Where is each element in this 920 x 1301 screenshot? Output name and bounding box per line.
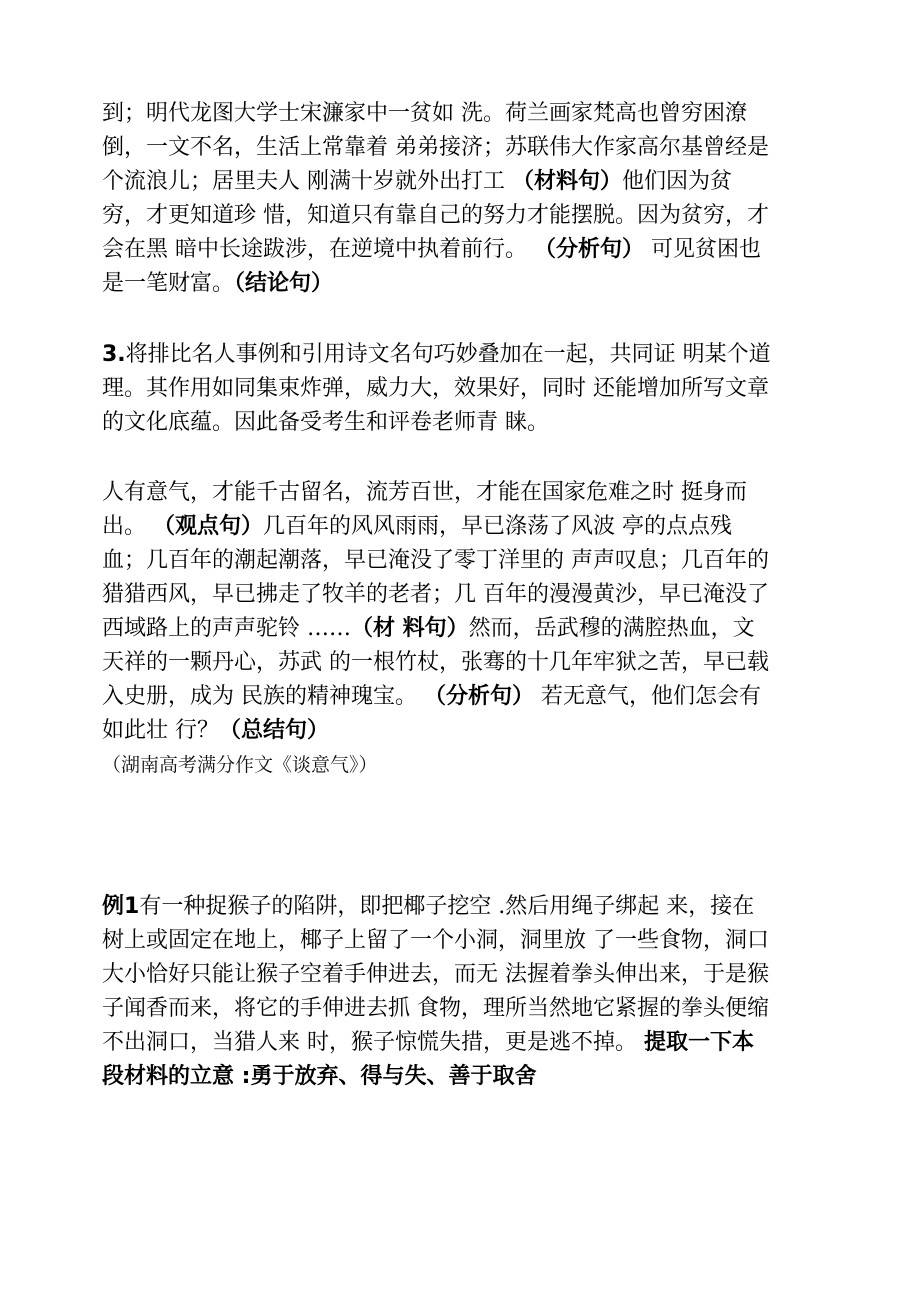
- text-run: 血；几百年的潮起潮落，早已淹没了零丁洋里的 声声叹息；几百年的: [102, 548, 769, 573]
- text-line: [102, 612, 842, 646]
- text-line: [102, 958, 842, 992]
- text-line: [102, 406, 842, 440]
- text-run: 入史册，成为 民族的精神瑰宝。: [102, 684, 424, 709]
- text-run: 是一笔财富。: [102, 271, 235, 296]
- text-run: 理。其作用如同集束炸弹，威力大，效果好，同时 还能增加所写文章: [102, 376, 769, 401]
- label-summary-sentence: （总结句）: [219, 718, 330, 743]
- text-run: 然而，岳武穆的满腔热血，文: [468, 616, 755, 641]
- task-prompt: 提取一下本: [644, 1030, 755, 1055]
- text-line: [102, 199, 842, 233]
- label-viewpoint-sentence: （观点句）: [153, 514, 264, 539]
- text-line: [102, 890, 842, 924]
- text-run: 西域路上的声声驼铃 ……: [102, 616, 351, 641]
- text-line: [102, 1026, 842, 1060]
- text-run: 的文化底蕴。因此备受考生和评卷老师青 睐。: [102, 410, 549, 435]
- text-run: 他们因为贫: [622, 169, 733, 194]
- text-line: [102, 338, 842, 372]
- example-label: 例1: [102, 894, 140, 919]
- text-line: [102, 267, 842, 301]
- text-run: 若无意气，他们怎会有: [534, 684, 762, 709]
- text-run: 天祥的一颗丹心，苏武 的一根竹杖，张骞的十几年牢狱之苦，早已载: [102, 650, 769, 675]
- text-run: 会在黑 暗中长途跋涉，在逆境中执着前行。: [102, 237, 534, 262]
- paragraph-poverty-examples: [102, 97, 842, 301]
- text-line: [102, 544, 842, 578]
- item-number: 3.: [102, 342, 126, 367]
- text-line: [102, 714, 842, 748]
- text-run: 不出洞口，当猎人来 时，猴子惊慌失措，更是逃不掉。: [102, 1030, 644, 1055]
- text-run: 个流浪儿；居里夫人 刚满十岁就外出打工: [102, 169, 512, 194]
- text-run: 猎猎西风，早已拂走了牧羊的老者；几 百年的漫漫黄沙，早已淹没了: [102, 582, 769, 607]
- text-line: [102, 372, 842, 406]
- paragraph-example-1: [102, 890, 842, 1094]
- text-line: [102, 924, 842, 958]
- paragraph-technique-3: [102, 338, 842, 440]
- text-line: [102, 680, 842, 714]
- text-run: 有一种捉猴子的陷阱，即把椰子挖空 .然后用绳子绑起 来，接在: [139, 894, 755, 919]
- text-run: 穷，才更知道珍 惜，知道只有靠自己的努力才能摆脱。因为贫穷，才: [102, 203, 769, 228]
- source-citation: [102, 748, 842, 782]
- text-line: [102, 992, 842, 1026]
- text-line: [102, 97, 842, 131]
- label-material-sentence: （材 料句）: [351, 616, 469, 641]
- text-line: [102, 1060, 842, 1094]
- label-analysis-sentence: （分析句）: [534, 237, 645, 262]
- label-conclusion-sentence: （结论句）: [234, 271, 334, 296]
- text-line: [102, 646, 842, 680]
- paragraph-essay-excerpt: [102, 476, 842, 782]
- label-material-sentence: （材料句）: [512, 169, 623, 194]
- text-run: 倒，一文不名，生活上常靠着 弟弟接济；苏联伟大作家高尔基曾经是: [102, 135, 769, 160]
- text-line: [102, 131, 842, 165]
- text-run: 树上或固定在地上，椰子上留了一个小洞，洞里放 了一些食物，洞口: [102, 928, 769, 953]
- text-run: （湖南高考满分作文《谈意气》）: [102, 754, 378, 776]
- text-run: 到；明代龙图大学士宋濂家中一贫如 洗。荷兰画家梵高也曾穷困潦: [102, 101, 747, 126]
- text-run: 几百年的风风雨雨，早已涤荡了风波 亭的点点残: [263, 514, 733, 539]
- text-line: [102, 476, 842, 510]
- text-run: 将排比名人事例和引用诗文名句巧妙叠加在一起，共同证 明某个道: [125, 342, 771, 367]
- text-run: 出。: [102, 514, 153, 539]
- text-line: [102, 165, 842, 199]
- text-run: 可见贫困也: [644, 237, 762, 262]
- text-run: 子闻香而来，将它的手伸进去抓 食物，理所当然地它紧握的拳头便缩: [102, 996, 769, 1021]
- text-line: [102, 233, 842, 267]
- text-run: 如此壮 行？: [102, 718, 219, 743]
- text-line: [102, 510, 842, 544]
- task-answer: 段材料的立意 :勇于放弃、得与失、善于取舍: [102, 1064, 537, 1089]
- text-run: 大小恰好只能让猴子空着手伸进去，而无 法握着拳头伸出来，于是猴: [102, 962, 769, 987]
- label-analysis-sentence: （分析句）: [424, 684, 535, 709]
- text-run: 人有意气，才能千古留名，流芳百世，才能在国家危难之时 挺身而: [102, 480, 747, 505]
- text-line: [102, 578, 842, 612]
